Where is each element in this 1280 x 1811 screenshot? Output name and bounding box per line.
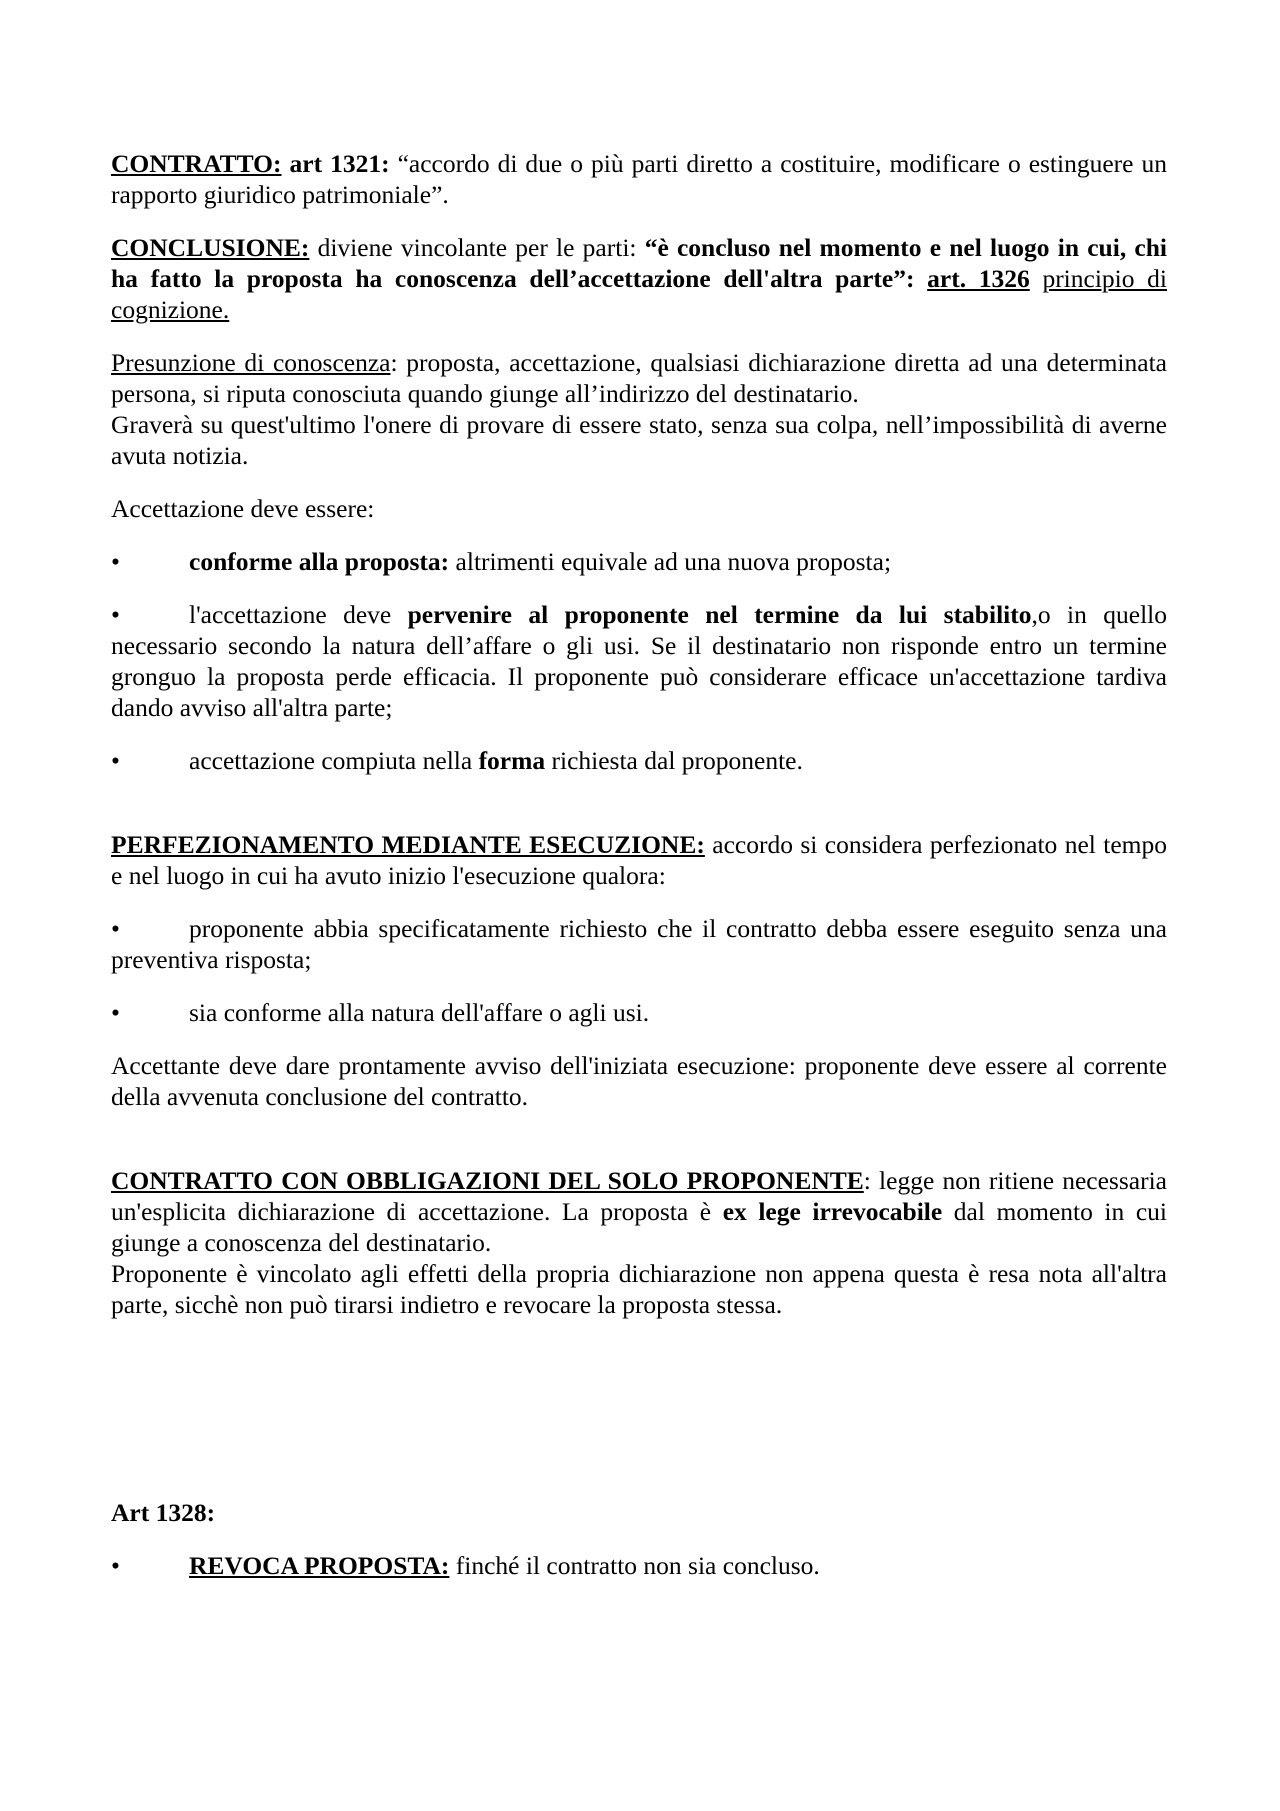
- bullet-icon: •: [111, 746, 120, 775]
- list-item: [111, 1550, 1167, 1581]
- paragraph-conclusione: [111, 232, 1167, 325]
- heading-presunzione: Presunzione di conoscenza: [111, 348, 391, 377]
- heading-contratto: CONTRATTO:: [111, 149, 282, 178]
- bullet-bold: forma: [478, 746, 546, 775]
- obbligazioni-text: dal momento in cui giunge a conoscenza del destinatario.: [111, 1197, 1168, 1257]
- paragraph-art-1328: [111, 1497, 1167, 1528]
- bullet-icon: •: [111, 998, 120, 1027]
- bullet-text: finché il contratto non sia concluso.: [449, 1551, 820, 1580]
- list-item: [111, 997, 1167, 1028]
- separator: [1030, 264, 1043, 293]
- definition-text: “accordo di due o più parti diretto a costituire, modificare o estinguere un rapporto giuridico patrimoniale”.: [111, 149, 1167, 209]
- heading-art-1328: Art 1328:: [111, 1498, 216, 1527]
- accettazione-intro-text: Accettazione deve essere:: [111, 494, 375, 523]
- bullet-icon: •: [111, 547, 120, 576]
- conclusione-quote: “è concluso nel momento e nel luogo in cui, chi ha fatto la proposta ha conoscenza dell’accettazione dell'altra parte”:: [111, 233, 1167, 293]
- bullet-bold: conforme alla proposta:: [189, 547, 450, 576]
- presunzione-text: : proposta, accettazione, qualsiasi dichiarazione diretta ad una determinata persona, si riputa conosciuta quando giunge all’indirizzo del destinatario.: [111, 348, 1167, 408]
- bullet-text: proponente abbia specificatamente richiesto che il contratto debba essere eseguito senza una preventiva risposta;: [111, 914, 1167, 974]
- heading-revoca: REVOCA PROPOSTA:: [189, 1551, 450, 1580]
- bullet-text: ,o in quello necessario secondo la natura dell’affare o gli usi. Se il destinatario non risponde entro un termine gronguo la proposta perde efficacia. Il proponente può considerare efficace un'accettazione tardiva dando avviso all'altra parte;: [111, 600, 1167, 722]
- bullet-text: richiesta dal proponente.: [545, 746, 803, 775]
- heading-perfezionamento: PERFEZIONAMENTO MEDIANTE ESECUZIONE:: [111, 830, 705, 859]
- paragraph-perfezionamento: [111, 829, 1167, 891]
- list-item: [111, 913, 1167, 975]
- principle-text: principio di cognizione.: [111, 264, 1168, 324]
- paragraph-contratto: [111, 148, 1167, 210]
- article-1326: art. 1326: [927, 264, 1030, 293]
- conclusione-text: diviene vincolante per le parti:: [309, 233, 645, 262]
- paragraph-onere: [111, 409, 1167, 471]
- list-item: [111, 599, 1167, 723]
- paragraph-accettazione-intro: [111, 493, 1167, 524]
- heading-obbligazioni: CONTRATTO CON OBBLIGAZIONI DEL SOLO PROPONENTE: [111, 1166, 864, 1195]
- accettante-text: Accettante deve dare prontamente avviso dell'iniziata esecuzione: proponente deve essere al corrente della avvenuta conclusione del contratto.: [111, 1051, 1167, 1111]
- paragraph-accettante: [111, 1050, 1167, 1112]
- perfezionamento-text: accordo si considera perfezionato nel tempo e nel luogo in cui ha avuto inizio l'esecuzione qualora:: [111, 830, 1167, 890]
- bullet-icon: •: [111, 914, 120, 943]
- list-item: [111, 745, 1167, 776]
- bullet-pre: l'accettazione deve: [189, 600, 408, 629]
- heading-conclusione: CONCLUSIONE:: [111, 233, 310, 262]
- bullet-pre: accettazione compiuta nella: [189, 746, 479, 775]
- bullet-text: altrimenti equivale ad una nuova proposta;: [449, 547, 892, 576]
- list-item: [111, 546, 1167, 577]
- vincolato-text: Proponente è vincolato agli effetti della propria dichiarazione non appena questa è resa nota all'altra parte, sicchè non può tirarsi indietro e revocare la proposta stessa.: [111, 1259, 1167, 1319]
- article-1321: art 1321:: [281, 149, 390, 178]
- paragraph-vincolato: [111, 1258, 1167, 1320]
- paragraph-obbligazioni: [111, 1165, 1167, 1258]
- bullet-bold: pervenire al proponente nel termine da lui stabilito: [407, 600, 1032, 629]
- bullet-icon: •: [111, 600, 120, 629]
- bullet-icon: •: [111, 1551, 120, 1580]
- paragraph-presunzione: [111, 347, 1167, 409]
- bullet-text: sia conforme alla natura dell'affare o agli usi.: [189, 998, 650, 1027]
- obbligazioni-bold: ex lege irrevocabile: [722, 1197, 943, 1226]
- onere-text: Graverà su quest'ultimo l'onere di provare di essere stato, senza sua colpa, nell’impossibilità di averne avuta notizia.: [111, 410, 1167, 470]
- obbligazioni-pre: : legge non ritiene necessaria un'esplicita dichiarazione di accettazione. La proposta è: [111, 1166, 1167, 1226]
